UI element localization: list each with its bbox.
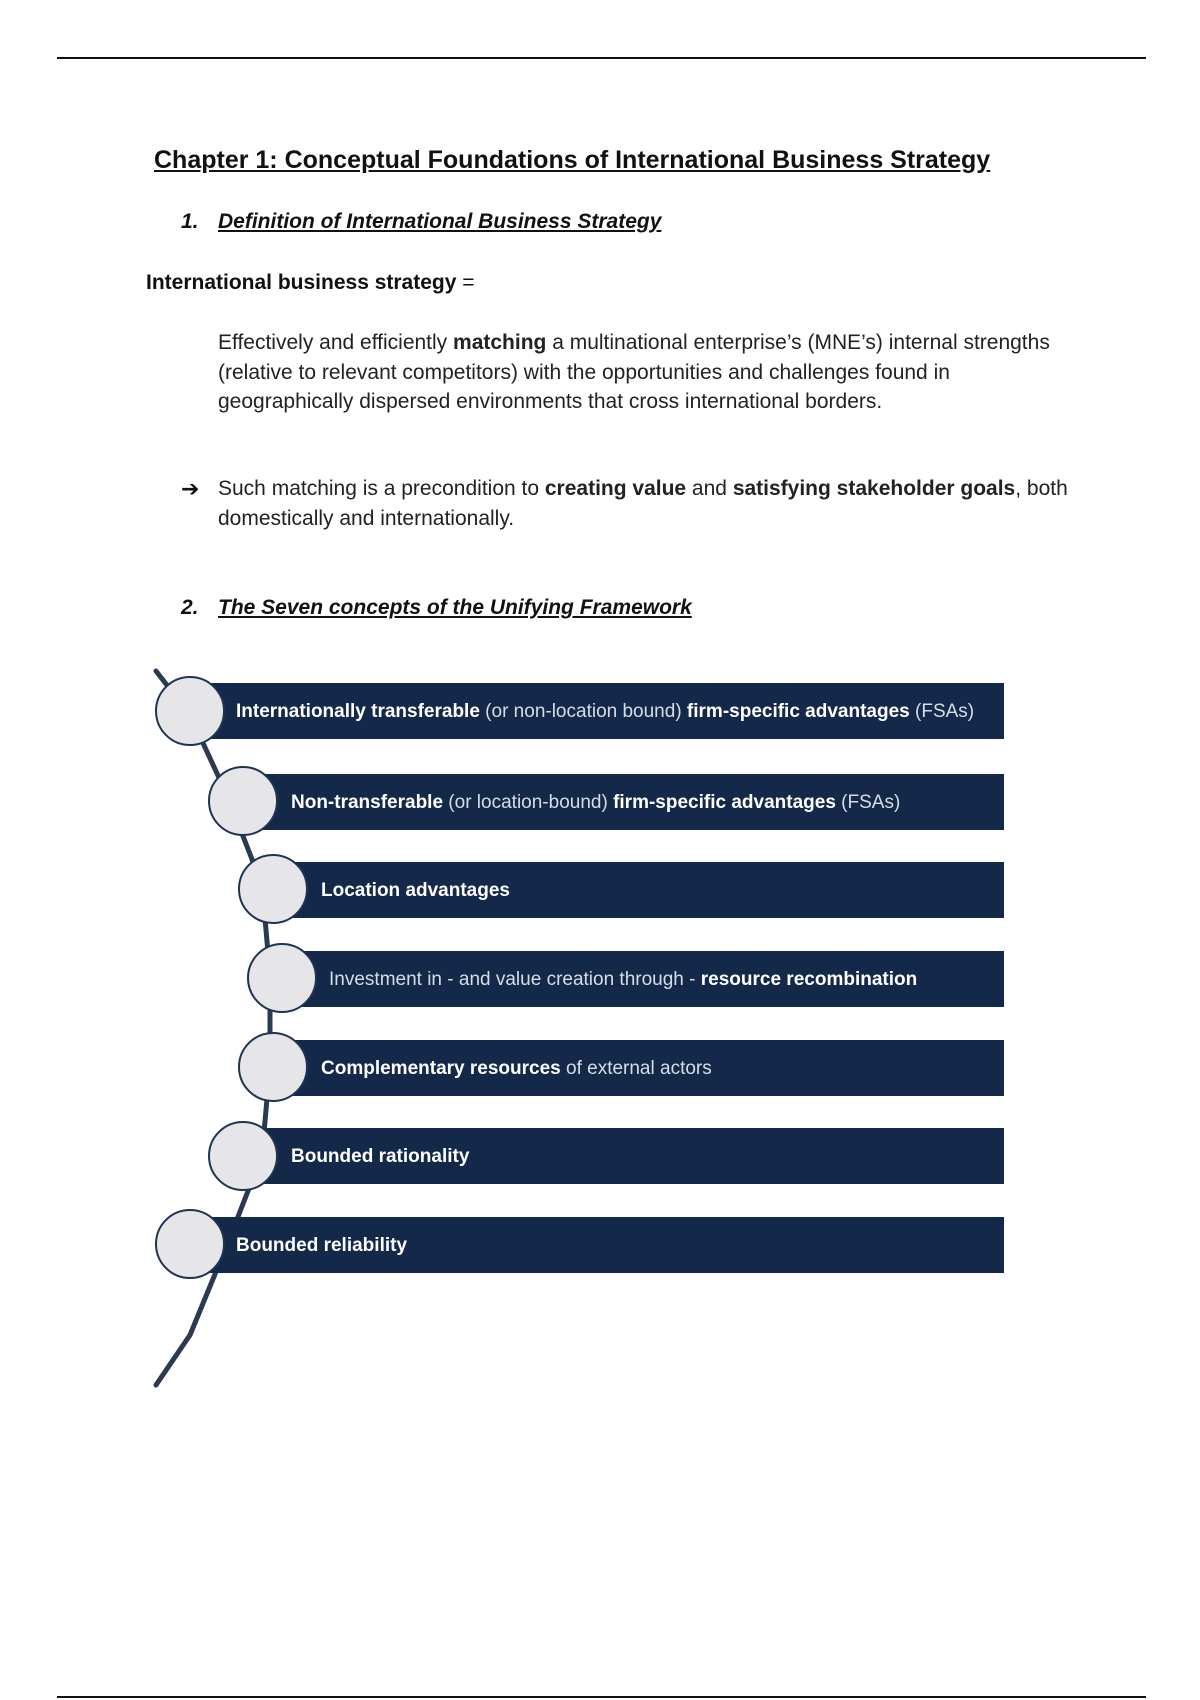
- definition-paragraph: [218, 328, 1078, 417]
- section-heading-framework: [181, 596, 692, 620]
- framework-bar: [190, 1217, 1004, 1273]
- framework-item-label: Bounded reliability: [236, 1234, 408, 1256]
- circle-bullet-icon: [238, 854, 308, 924]
- circle-bullet-icon: [247, 943, 317, 1013]
- framework-item-label: Location advantages: [321, 879, 510, 901]
- circle-bullet-icon: [208, 1121, 278, 1191]
- note-bold: creating value: [544, 477, 687, 500]
- framework-bar: [275, 862, 1004, 918]
- framework-item-label: Non-transferable (or location-bound) firm-specific advantages (FSAs): [291, 791, 901, 813]
- framework-item-label: Investment in - and value creation through - resource recombination: [329, 968, 918, 990]
- framework-item-label: Complementary resources of external actors: [321, 1057, 712, 1079]
- section-number: 2.: [181, 596, 199, 619]
- framework-item-label: Internationally transferable (or non-location bound) firm-specific advantages (FSAs): [236, 700, 975, 722]
- bottom-rule: [57, 1696, 1146, 1698]
- section-heading-definition: [181, 210, 661, 234]
- term-label: [146, 271, 475, 295]
- circle-bullet-icon: [155, 676, 225, 746]
- right-arrow-icon: ➔: [181, 476, 200, 501]
- chapter-title: Chapter 1: Conceptual Foundations of International Business Strategy: [154, 146, 991, 174]
- framework-item-label: Bounded rationality: [291, 1145, 470, 1167]
- definition-bold: matching: [453, 331, 547, 354]
- definition-text: Effectively and efficiently: [218, 331, 454, 354]
- framework-bar: [245, 1128, 1004, 1184]
- equals-sign: =: [462, 271, 475, 294]
- framework-bar: [285, 951, 1004, 1007]
- term-text: International business strategy: [146, 271, 457, 294]
- section-title: Definition of International Business Strategy: [218, 210, 662, 233]
- section-title: The Seven concepts of the Unifying Framework: [218, 596, 692, 619]
- definition-text: a multinational enterprise’s (MNE’s) internal strengths (relative to relevant competitors) with the opportunities and challenges found in geographically dispersed environments that cross international borders.: [218, 331, 1050, 413]
- top-rule: [57, 57, 1146, 59]
- note-segment: , both domestically and internationally.: [218, 477, 1068, 530]
- framework-bar: [245, 774, 1004, 830]
- framework-bar: [275, 1040, 1004, 1096]
- circle-bullet-icon: [208, 766, 278, 836]
- section-number: 1.: [181, 210, 199, 233]
- framework-bar: [190, 683, 1004, 739]
- note-bold: satisfying stakeholder goals: [732, 477, 1016, 500]
- note-segment: Such matching is a precondition to: [218, 477, 545, 500]
- note-segment: and: [686, 477, 733, 500]
- note-text: [218, 474, 1078, 533]
- circle-bullet-icon: [238, 1032, 308, 1102]
- circle-bullet-icon: [155, 1209, 225, 1279]
